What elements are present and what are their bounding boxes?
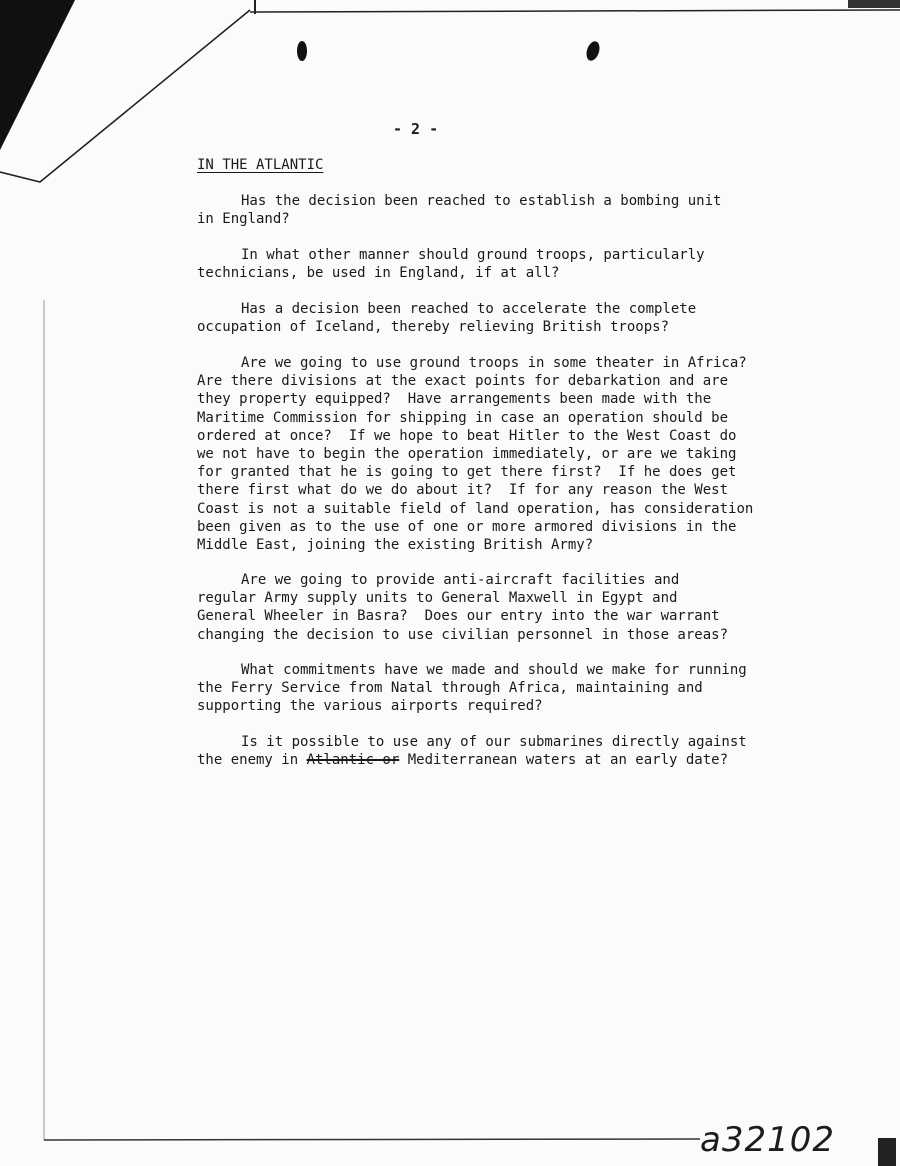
paragraph-line: Is it possible to use any of our submarines directly against xyxy=(241,734,747,750)
paragraph-line: Coast is not a suitable field of land operation, has consideration xyxy=(197,500,754,517)
top-right-smudge xyxy=(848,0,900,8)
handwritten-archive-number: a32102 xyxy=(700,1120,835,1160)
paragraph-7 xyxy=(197,733,807,769)
corner-shadow xyxy=(0,0,75,150)
paragraph-line: Middle East, joining the existing British Army? xyxy=(197,537,594,554)
paragraph-3 xyxy=(197,300,807,336)
bottom-right-mark xyxy=(878,1138,896,1166)
paragraph-2 xyxy=(197,246,807,282)
page-number: - 2 - xyxy=(393,120,439,138)
paragraph-line: regular Army supply units to General Maxwell in Egypt and xyxy=(197,590,678,607)
paragraph-line: been given as to the use of one or more armored divisions in the xyxy=(197,518,737,535)
paragraph-line: changing the decision to use civilian personnel in those areas? xyxy=(197,626,729,643)
paragraph-4 xyxy=(197,354,807,554)
paragraph-line: Has a decision been reached to accelerate the complete xyxy=(241,301,697,317)
paragraph-line: they property equipped? Have arrangements been made with the xyxy=(197,391,712,408)
paragraph-5 xyxy=(197,571,807,644)
punch-hole-left xyxy=(297,41,307,61)
paragraph-line: ordered at once? If we hope to beat Hitler to the West Coast do xyxy=(197,427,737,444)
paragraph-line: there first what do we do about it? If for any reason the West xyxy=(197,482,729,499)
top-edge-line xyxy=(250,10,900,12)
paragraph-line: In what other manner should ground troops, particularly xyxy=(241,247,705,263)
paragraph-line: for granted that he is going to get there first? If he does get xyxy=(197,464,737,481)
paragraph-line: Has the decision been reached to establish a bombing unit xyxy=(241,193,722,209)
paragraph-line: Are we going to use ground troops in some theater in Africa? xyxy=(241,355,747,371)
paragraph-line: in England? xyxy=(197,211,290,228)
paragraph-line: we not have to begin the operation immediately, or are we taking xyxy=(197,446,737,463)
paragraph-6 xyxy=(197,661,807,716)
punch-hole-right xyxy=(584,40,602,63)
paragraph-line: occupation of Iceland, thereby relieving British troops? xyxy=(197,319,670,336)
paragraph-line: technicians, be used in England, if at all? xyxy=(197,265,560,282)
bottom-edge-line xyxy=(44,1139,700,1140)
paragraph-line: General Wheeler in Basra? Does our entry into the war warrant xyxy=(197,608,720,625)
paragraph-line: the Ferry Service from Natal through Africa, maintaining and xyxy=(197,680,703,697)
text-fragment: the enemy in xyxy=(197,752,307,769)
paragraph-line xyxy=(197,751,807,769)
paragraph-line: Are we going to provide anti-aircraft facilities and xyxy=(241,572,680,588)
text-fragment: Mediterranean waters at an early date? xyxy=(399,752,729,769)
section-heading: IN THE ATLANTIC xyxy=(197,157,324,173)
paragraph-line: Are there divisions at the exact points for debarkation and are xyxy=(197,373,729,390)
paragraph-line: What commitments have we made and should we make for running xyxy=(241,662,747,678)
paragraph-line: Maritime Commission for shipping in case an operation should be xyxy=(197,409,729,426)
struck-through-text: Atlantic or xyxy=(306,752,400,769)
paragraph-1 xyxy=(197,192,807,228)
paragraph-line: supporting the various airports required? xyxy=(197,698,543,715)
